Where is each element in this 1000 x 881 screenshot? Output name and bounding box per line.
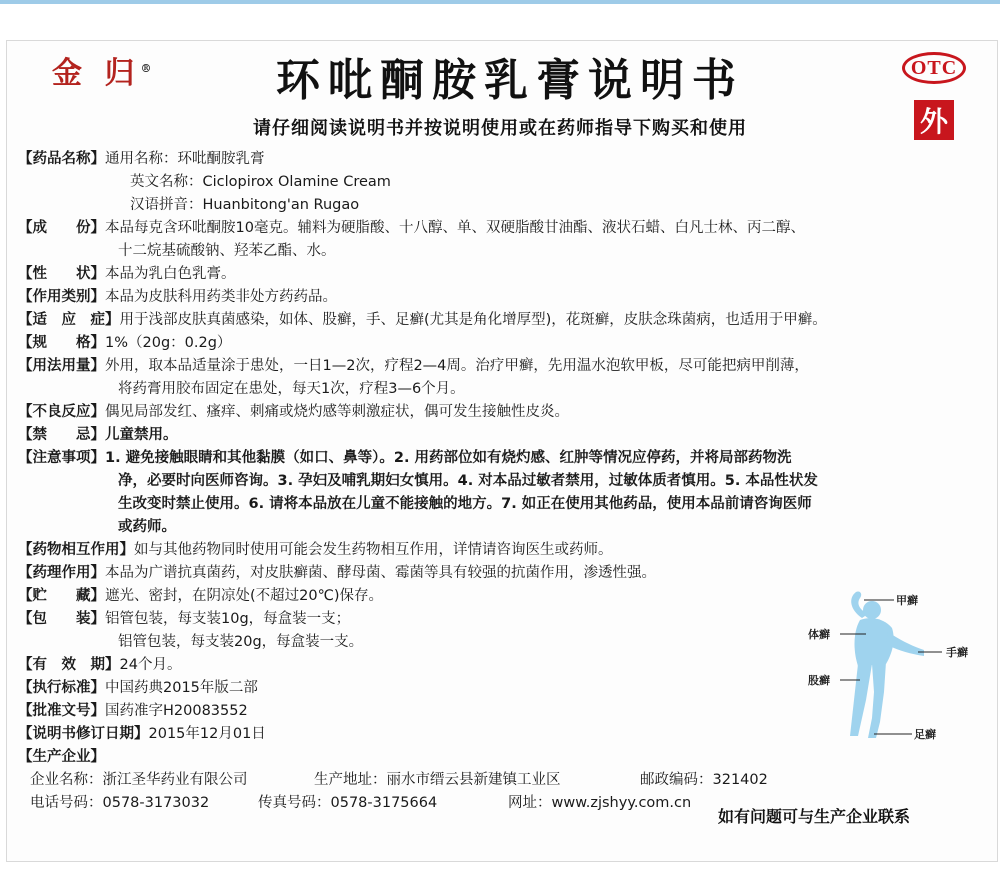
maker-label: 【生产企业】 xyxy=(18,749,105,765)
website: 网址：www.zjshyy.com.cn xyxy=(508,795,692,811)
package-text-2: 铝管包装，每支装20g，每盒装一支。 xyxy=(118,634,364,650)
english-name: 英文名称：Ciclopirox Olamine Cream xyxy=(130,174,391,190)
storage-text: 遮光、密封，在阴凉处(不超过20℃)保存。 xyxy=(105,588,384,604)
composition-row xyxy=(18,217,805,239)
revision-label: 【说明书修订日期】 xyxy=(18,726,149,742)
usage-text-2: 将药膏用胶布固定在患处，每天1次，疗程3—6个月。 xyxy=(118,381,465,397)
approval-row xyxy=(18,700,248,722)
composition-text-2: 十二烷基硫酸钠、羟苯乙酯、水。 xyxy=(118,243,336,259)
contact-note: 如有问题可与生产企业联系 xyxy=(718,807,911,826)
spec-text: 1%（20g：0.2g） xyxy=(105,335,232,351)
foot-label: 足癣 xyxy=(914,728,936,741)
usage-text: 外用，取本品适量涂于患处，一日1—2次，疗程2—4周。治疗甲癣，先用温水泡软甲板，尽可能把病甲削薄， xyxy=(105,358,809,374)
human-silhouette-icon xyxy=(800,588,990,748)
page-subtitle: 请仔细阅读说明书并按说明使用或在药师指导下购买和使用 xyxy=(253,118,747,139)
adverse-row xyxy=(18,401,569,423)
composition-label: 【成 份】 xyxy=(18,220,105,236)
composition-text: 本品每克含环吡酮胺10毫克。辅料为硬脂酸、十八醇、单、双硬脂酸甘油酯、液状石蜡、白凡士林、丙二醇、 xyxy=(105,220,805,236)
interaction-text: 如与其他药物同时使用可能会发生药物相互作用，详情请咨询医生或药师。 xyxy=(134,542,613,558)
pharmacology-label: 【药理作用】 xyxy=(18,565,105,581)
production-address: 生产地址：丽水市缙云县新建镇工业区 xyxy=(314,772,561,788)
character-row xyxy=(18,263,236,285)
character-label: 【性 状】 xyxy=(18,266,105,282)
postcode: 邮政编码：321402 xyxy=(640,772,768,788)
caution-row xyxy=(18,447,792,469)
spec-row xyxy=(18,332,231,354)
drug-name-row xyxy=(18,148,265,170)
pinyin-name: 汉语拼音：Huanbitong'an Rugao xyxy=(130,197,360,213)
category-text: 本品为皮肤科用药类非处方药药品。 xyxy=(105,289,337,305)
approval-label: 【批准文号】 xyxy=(18,703,105,719)
revision-text: 2015年12月01日 xyxy=(148,726,266,742)
validity-text: 24个月。 xyxy=(119,657,182,673)
pharmacology-row xyxy=(18,562,656,584)
standard-label: 【执行标准】 xyxy=(18,680,105,696)
contraindication-text: 儿童禁用。 xyxy=(105,427,178,443)
storage-label: 【贮 藏】 xyxy=(18,588,105,604)
caution-label: 【注意事项】 xyxy=(18,450,105,466)
usage-label: 【用法用量】 xyxy=(18,358,105,374)
adverse-label: 【不良反应】 xyxy=(18,404,105,420)
package-text: 铝管包装，每支装10g，每盒装一支； xyxy=(105,611,351,627)
maker-row xyxy=(18,746,105,768)
phone-number: 电话号码：0578-3173032 xyxy=(30,795,210,811)
contraindication-row xyxy=(18,424,178,446)
caution-text: 1. 避免接触眼睛和其他黏膜（如口、鼻等）。2. 用药部位如有烧灼感、红肿等情况应停药，并将局部药物洗 xyxy=(105,450,792,466)
validity-row xyxy=(18,654,181,676)
standard-text: 中国药典2015年版二部 xyxy=(105,680,258,696)
body-label: 体癣 xyxy=(808,628,830,641)
storage-row xyxy=(18,585,383,607)
hand-label: 手癣 xyxy=(946,646,968,659)
approval-text: 国药准字H20083552 xyxy=(105,703,248,719)
contraindication-label: 【禁 忌】 xyxy=(18,427,105,443)
caution-text-2: 净，必要时向医师咨询。3. 孕妇及哺乳期妇女慎用。4. 对本品过敏者禁用，过敏体质者慎用。5. 本品性状发 xyxy=(118,473,818,489)
indication-text: 用于浅部皮肤真菌感染，如体、股癣，手、足癣(尤其是角化增厚型)，花斑癣，皮肤念珠菌病，也适用于甲癣。 xyxy=(119,312,827,328)
external-use-badge: 外 xyxy=(914,100,954,140)
pharmacology-text: 本品为广谱抗真菌药，对皮肤癣菌、酵母菌、霉菌等具有较强的抗菌作用，渗透性强。 xyxy=(105,565,656,581)
brand-logo: 金 归® xyxy=(52,56,152,91)
package-label: 【包 装】 xyxy=(18,611,105,627)
caution-text-4: 或药师。 xyxy=(118,519,176,535)
nail-label: 甲癣 xyxy=(896,594,918,607)
fax-number: 传真号码：0578-3175664 xyxy=(258,795,438,811)
otc-badge: OTC xyxy=(902,52,966,84)
character-text: 本品为乳白色乳膏。 xyxy=(105,266,236,282)
top-band xyxy=(0,0,1000,4)
generic-name: 通用名称：环吡酮胺乳膏 xyxy=(105,151,265,167)
company-name: 企业名称：浙江圣华药业有限公司 xyxy=(30,772,248,788)
adverse-text: 偶见局部发红、瘙痒、刺痛或烧灼感等刺激症状，偶可发生接触性皮炎。 xyxy=(105,404,569,420)
usage-row xyxy=(18,355,809,377)
interaction-row xyxy=(18,539,613,561)
spec-label: 【规 格】 xyxy=(18,335,105,351)
caution-text-3: 生改变时禁止使用。6. 请将本品放在儿童不能接触的地方。7. 如正在使用其他药品，使用本品前请咨询医师 xyxy=(118,496,812,512)
standard-row xyxy=(18,677,258,699)
package-row xyxy=(18,608,350,630)
validity-label: 【有 效 期】 xyxy=(18,657,120,673)
category-label: 【作用类别】 xyxy=(18,289,105,305)
revision-row xyxy=(18,723,266,745)
page-title: 环吡酮胺乳膏说明书 xyxy=(276,55,744,106)
body-figure xyxy=(800,588,990,748)
indication-label: 【适 应 症】 xyxy=(18,312,120,328)
interaction-label: 【药物相互作用】 xyxy=(18,542,134,558)
category-row xyxy=(18,286,337,308)
groin-label: 股癣 xyxy=(808,674,830,687)
drug-name-label: 【药品名称】 xyxy=(18,151,105,167)
indication-row xyxy=(18,309,827,331)
